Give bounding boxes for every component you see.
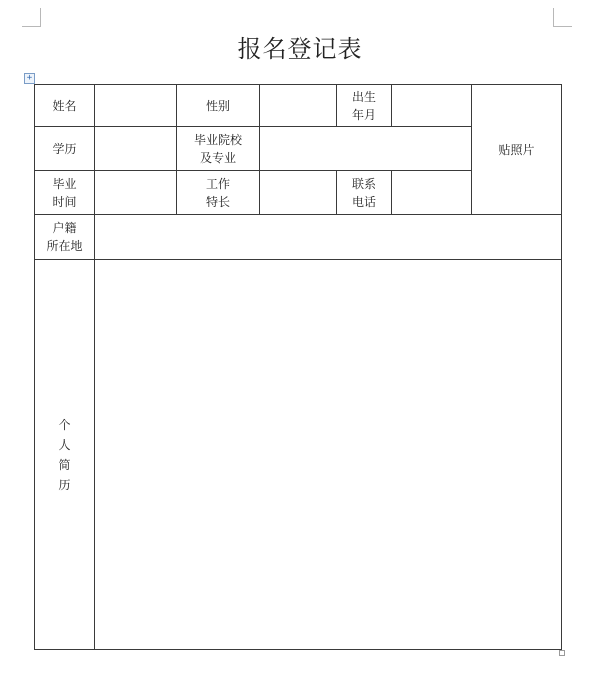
- work-skill-label: 工作 特长: [205, 176, 230, 209]
- table-row: [35, 85, 562, 127]
- grad-time-label-cell: [35, 171, 95, 215]
- photo-label: 贴照片: [498, 142, 535, 157]
- grad-time-field[interactable]: [95, 171, 177, 215]
- contact-phone-field[interactable]: [392, 171, 472, 215]
- margin-corner-top-right: [553, 8, 572, 27]
- work-skill-label-cell: [177, 171, 260, 215]
- education-field[interactable]: [95, 127, 177, 171]
- table-resize-icon[interactable]: [559, 650, 565, 656]
- table-row: [35, 260, 562, 650]
- household-label-cell: [35, 215, 95, 260]
- gender-field[interactable]: [260, 85, 337, 127]
- table-move-icon[interactable]: +: [24, 73, 35, 84]
- contact-phone-label-cell: [337, 171, 392, 215]
- school-major-field[interactable]: [260, 127, 472, 171]
- gender-label-cell: [177, 85, 260, 127]
- resume-label-cell: [35, 260, 95, 650]
- birth-label: 出生 年月: [351, 89, 376, 122]
- school-major-label-cell: [177, 127, 260, 171]
- registration-table: [34, 84, 562, 650]
- photo-cell[interactable]: [472, 85, 562, 215]
- grad-time-label: 毕业 时间: [52, 176, 77, 209]
- name-label-cell: [35, 85, 95, 127]
- household-label: 户籍 所在地: [46, 221, 83, 253]
- education-label: 学历: [52, 141, 77, 156]
- contact-phone-label: 联系 电话: [351, 176, 376, 209]
- document-title: 报名登记表: [237, 35, 363, 63]
- resume-label: 个 人 简 历: [58, 417, 71, 492]
- birth-field[interactable]: [392, 85, 472, 127]
- education-label-cell: [35, 127, 95, 171]
- work-skill-field[interactable]: [260, 171, 337, 215]
- resume-field[interactable]: [95, 260, 562, 650]
- table-row: [35, 215, 562, 260]
- gender-label: 性别: [205, 98, 230, 113]
- household-field[interactable]: [95, 215, 562, 260]
- name-field[interactable]: [95, 85, 177, 127]
- margin-corner-top-left: [22, 8, 41, 27]
- name-label: 姓名: [52, 98, 77, 113]
- school-major-label: 毕业院校 及专业: [193, 132, 242, 165]
- birth-label-cell: [337, 85, 392, 127]
